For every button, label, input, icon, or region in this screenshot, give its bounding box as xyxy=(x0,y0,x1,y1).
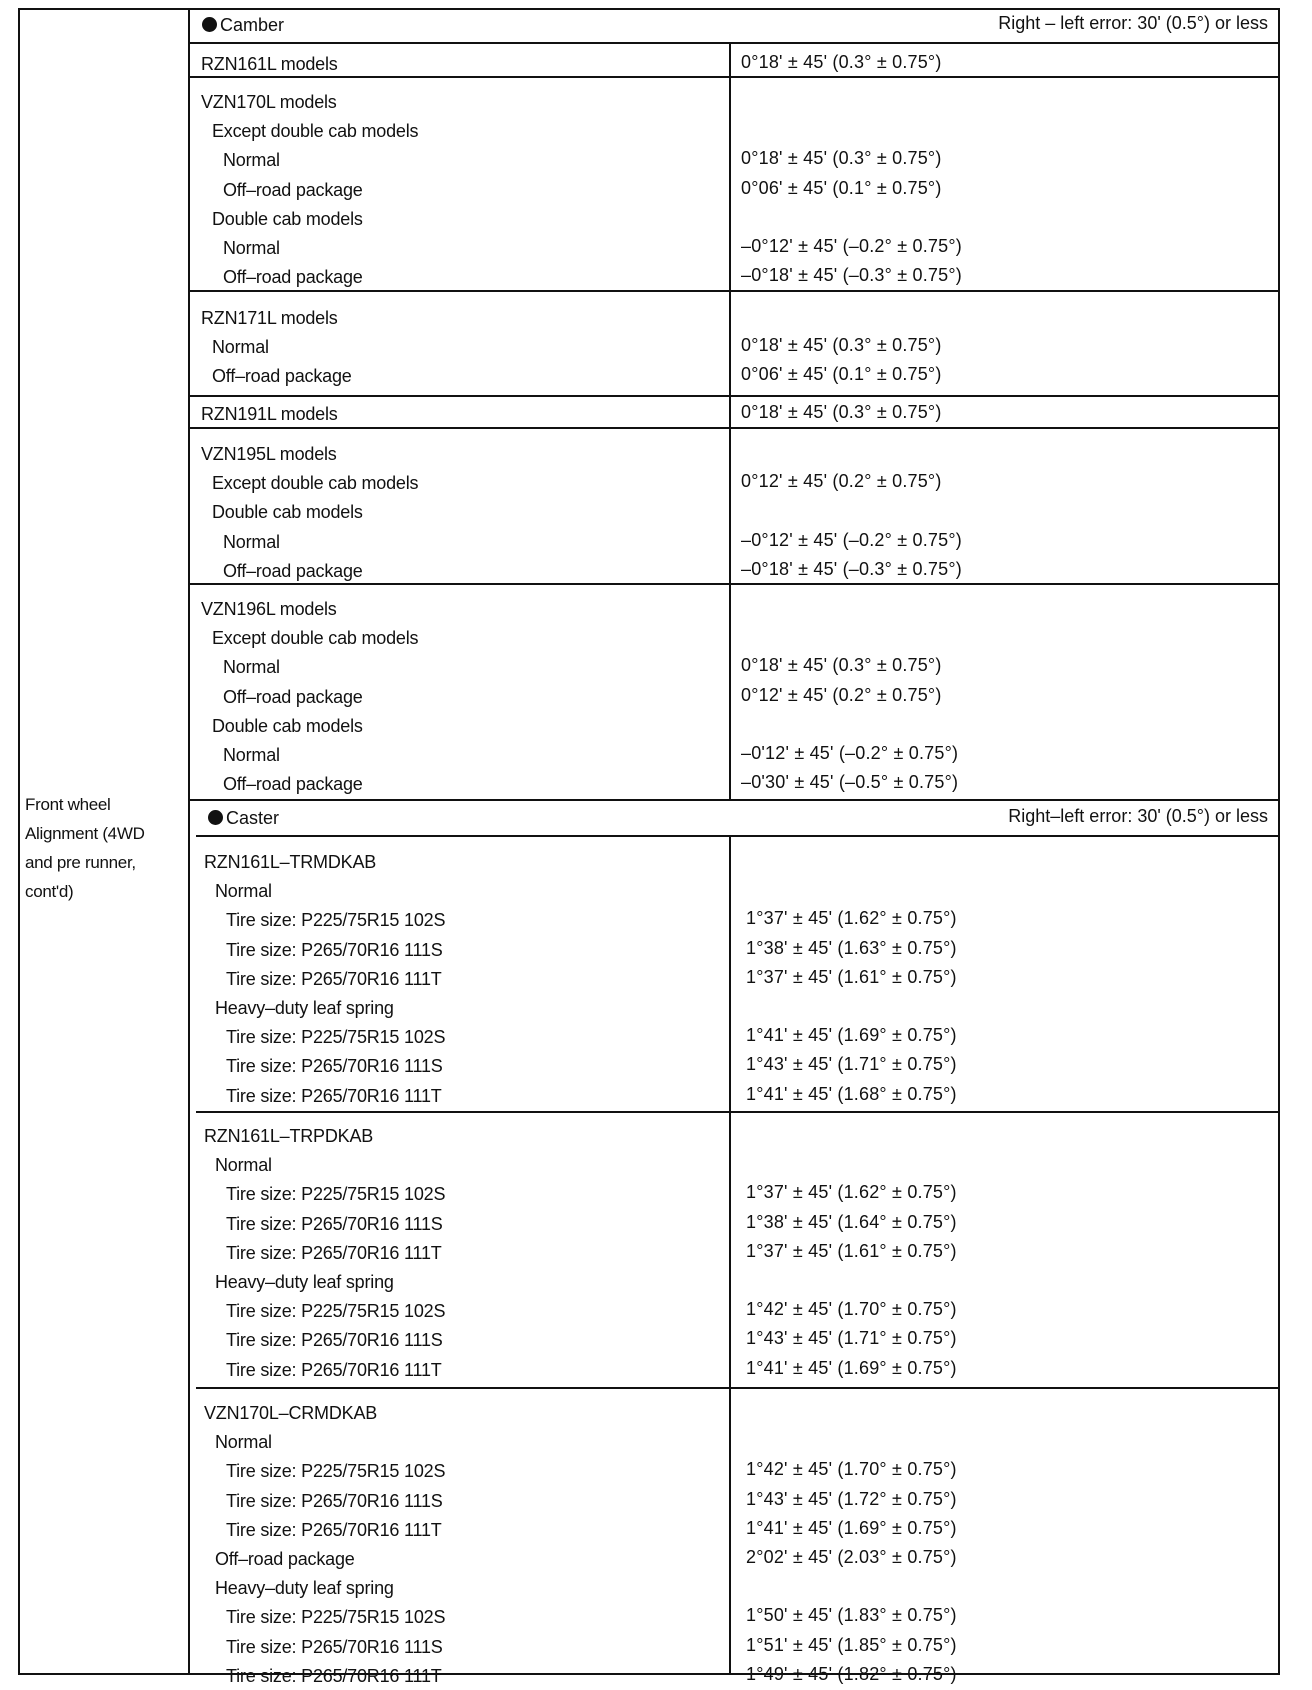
spec-row-label: Tire size: P265/70R16 111S xyxy=(226,939,443,960)
spec-row-value: 1°41' ± 45' (1.68° ± 0.75°) xyxy=(746,1083,957,1104)
spec-row-label: VZN195L models xyxy=(201,444,337,464)
column-divider xyxy=(729,292,731,397)
spec-row-label: RZN171L models xyxy=(201,308,338,328)
spec-row-label: VZN170L–CRMDKAB xyxy=(204,1403,378,1423)
spec-row-value: 0°18' ± 45' (0.3° ± 0.75°) xyxy=(741,655,942,676)
spec-row-label: Tire size: P265/70R16 111T xyxy=(226,1085,442,1106)
spec-row-label: Heavy–duty leaf spring xyxy=(215,1578,394,1599)
spec-row-label: Normal xyxy=(223,657,280,678)
spec-row-label: Normal xyxy=(215,1155,272,1176)
tolerance-note: Right – left error: 30' (0.5°) or less xyxy=(998,13,1268,33)
column-divider xyxy=(729,397,731,429)
side-label-line: and pre runner, xyxy=(25,853,136,872)
side-label xyxy=(25,790,175,906)
spec-row-label: Off–road package xyxy=(215,1549,355,1569)
column-divider xyxy=(729,585,731,801)
spec-row-value: 1°38' ± 45' (1.64° ± 0.75°) xyxy=(746,1211,957,1232)
spec-row-label: Off–road package xyxy=(223,179,363,200)
spec-row-value: 1°49' ± 45' (1.82° ± 0.75°) xyxy=(746,1663,957,1684)
spec-row-value: –0°18' ± 45' (–0.3° ± 0.75°) xyxy=(741,558,962,579)
spec-row-label: Tire size: P265/70R16 111T xyxy=(226,1519,442,1540)
section-title-text: Caster xyxy=(226,808,280,828)
model-block xyxy=(190,292,1280,397)
column-divider xyxy=(729,1389,731,1675)
spec-row-value: 1°37' ± 45' (1.61° ± 0.75°) xyxy=(746,966,957,987)
spec-row-value: 1°38' ± 45' (1.63° ± 0.75°) xyxy=(746,937,957,958)
spec-row-label: Tire size: P265/70R16 111S xyxy=(226,1330,443,1351)
model-block xyxy=(190,397,1280,429)
spec-row-value: –0'12' ± 45' (–0.2° ± 0.75°) xyxy=(741,743,959,763)
side-label-line: cont'd) xyxy=(25,882,74,901)
side-label-line: Front wheel xyxy=(25,795,111,814)
spec-row-value: 1°41' ± 45' (1.69° ± 0.75°) xyxy=(746,1517,957,1538)
spec-row-label: Off–road package xyxy=(223,774,363,795)
spec-row-label: Heavy–duty leaf spring xyxy=(215,998,394,1018)
spec-row-value: –0'30' ± 45' (–0.5° ± 0.75°) xyxy=(741,772,959,793)
spec-row-value: 1°43' ± 45' (1.71° ± 0.75°) xyxy=(746,1054,957,1075)
spec-row-label: Normal xyxy=(212,337,269,358)
column-divider xyxy=(729,837,731,1113)
caster-section-header xyxy=(196,801,1280,837)
spec-row-label: Tire size: P265/70R16 111T xyxy=(226,1359,442,1380)
spec-row-label: Off–road package xyxy=(223,686,363,707)
spec-row-label: Tire size: P265/70R16 111S xyxy=(226,1213,443,1234)
spec-row-label: Tire size: P225/75R15 102S xyxy=(226,1301,446,1322)
spec-row-label: Tire size: P265/70R16 111S xyxy=(226,1636,443,1657)
model-block xyxy=(190,44,1280,78)
spec-row-label: Tire size: P265/70R16 111T xyxy=(226,1242,442,1263)
spec-row-value: 0°12' ± 45' (0.2° ± 0.75°) xyxy=(741,684,942,705)
spec-row-value: –0°12' ± 45' (–0.2° ± 0.75°) xyxy=(741,529,962,550)
spec-row-label: Normal xyxy=(215,1432,272,1453)
spec-row-label: Off–road package xyxy=(212,366,352,387)
spec-row-value: 0°18' ± 45' (0.3° ± 0.75°) xyxy=(741,148,942,169)
spec-row-label: Double cab models xyxy=(212,502,363,523)
spec-row-value: 0°18' ± 45' (0.3° ± 0.75°) xyxy=(741,335,942,356)
spec-row-value: 1°37' ± 45' (1.62° ± 0.75°) xyxy=(746,1182,957,1203)
spec-row-value: 1°41' ± 45' (1.69° ± 0.75°) xyxy=(746,1025,957,1046)
spec-row-label: Normal xyxy=(223,150,280,171)
spec-row-label: Tire size: P225/75R15 102S xyxy=(226,1461,446,1482)
spec-row-label: Except double cab models xyxy=(212,628,419,649)
spec-row-value: 1°43' ± 45' (1.72° ± 0.75°) xyxy=(746,1488,957,1509)
spec-row-value: 0°18' ± 45' (0.3° ± 0.75°) xyxy=(741,52,942,72)
spec-row-value: 1°43' ± 45' (1.71° ± 0.75°) xyxy=(746,1328,957,1349)
spec-row-label: Off–road package xyxy=(223,267,363,288)
spec-row-label: VZN196L models xyxy=(201,599,337,619)
section-title xyxy=(208,808,279,829)
spec-row-label: Tire size: P225/75R15 102S xyxy=(226,1607,446,1628)
spec-row-value: 0°18' ± 45' (0.3° ± 0.75°) xyxy=(741,402,942,422)
bullet-icon xyxy=(208,810,223,825)
spec-row-value: –0°18' ± 45' (–0.3° ± 0.75°) xyxy=(741,265,962,286)
spec-row-label: Tire size: P225/75R15 102S xyxy=(226,1184,446,1205)
spec-row-value: 1°41' ± 45' (1.69° ± 0.75°) xyxy=(746,1357,957,1378)
spec-row-value: 1°37' ± 45' (1.62° ± 0.75°) xyxy=(746,908,957,929)
spec-row-label: Normal xyxy=(223,531,280,552)
spec-row-value: 0°06' ± 45' (0.1° ± 0.75°) xyxy=(741,364,942,385)
spec-row-label: Double cab models xyxy=(212,715,363,736)
column-divider xyxy=(729,44,731,78)
spec-row-value: –0°12' ± 45' (–0.2° ± 0.75°) xyxy=(741,236,962,256)
spec-row-label: Normal xyxy=(215,881,272,902)
spec-row-label: Heavy–duty leaf spring xyxy=(215,1272,394,1292)
spec-row-label: Tire size: P225/75R15 102S xyxy=(226,910,446,931)
spec-row-value: 2°02' ± 45' (2.03° ± 0.75°) xyxy=(746,1547,957,1567)
spec-row-label: Except double cab models xyxy=(212,473,419,494)
spec-row-value: 0°12' ± 45' (0.2° ± 0.75°) xyxy=(741,471,942,492)
spec-row-label: Off–road package xyxy=(223,560,363,581)
spec-row-label: RZN191L models xyxy=(201,404,338,424)
spec-row-value: 1°42' ± 45' (1.70° ± 0.75°) xyxy=(746,1459,957,1480)
spec-row-label: Normal xyxy=(223,745,280,765)
spec-row-label: RZN161L models xyxy=(201,54,338,74)
spec-row-value: 1°50' ± 45' (1.83° ± 0.75°) xyxy=(746,1605,957,1626)
column-divider xyxy=(729,1113,731,1389)
spec-row-label: Normal xyxy=(223,238,280,258)
section-title-text: Camber xyxy=(220,15,285,35)
spec-row-label: Tire size: P265/70R16 111T xyxy=(226,968,442,989)
spec-row-value: 1°42' ± 45' (1.70° ± 0.75°) xyxy=(746,1299,957,1320)
spec-row-label: Double cab models xyxy=(212,208,363,229)
spec-row-label: Tire size: P265/70R16 111T xyxy=(226,1665,442,1686)
side-label-line: Alignment (4WD xyxy=(25,824,145,843)
section-title xyxy=(202,15,284,36)
spec-row-value: 1°51' ± 45' (1.85° ± 0.75°) xyxy=(746,1634,957,1655)
spec-row-value: 1°37' ± 45' (1.61° ± 0.75°) xyxy=(746,1240,957,1261)
spec-row-label: RZN161L–TRPDKAB xyxy=(204,1126,374,1146)
spec-row-value: 0°06' ± 45' (0.1° ± 0.75°) xyxy=(741,177,942,198)
camber-section-header xyxy=(190,8,1280,44)
tolerance-note: Right–left error: 30' (0.5°) or less xyxy=(1008,806,1268,826)
spec-row-label: Except double cab models xyxy=(212,121,419,142)
column-divider xyxy=(729,429,731,585)
column-divider xyxy=(729,78,731,292)
spec-row-label: Tire size: P265/70R16 111S xyxy=(226,1490,443,1511)
spec-row-label: VZN170L models xyxy=(201,92,337,112)
spec-row-label: Tire size: P265/70R16 111S xyxy=(226,1056,443,1077)
spec-row-label: Tire size: P225/75R15 102S xyxy=(226,1027,446,1048)
bullet-icon xyxy=(202,17,217,32)
spec-row-label: RZN161L–TRMDKAB xyxy=(204,852,377,872)
